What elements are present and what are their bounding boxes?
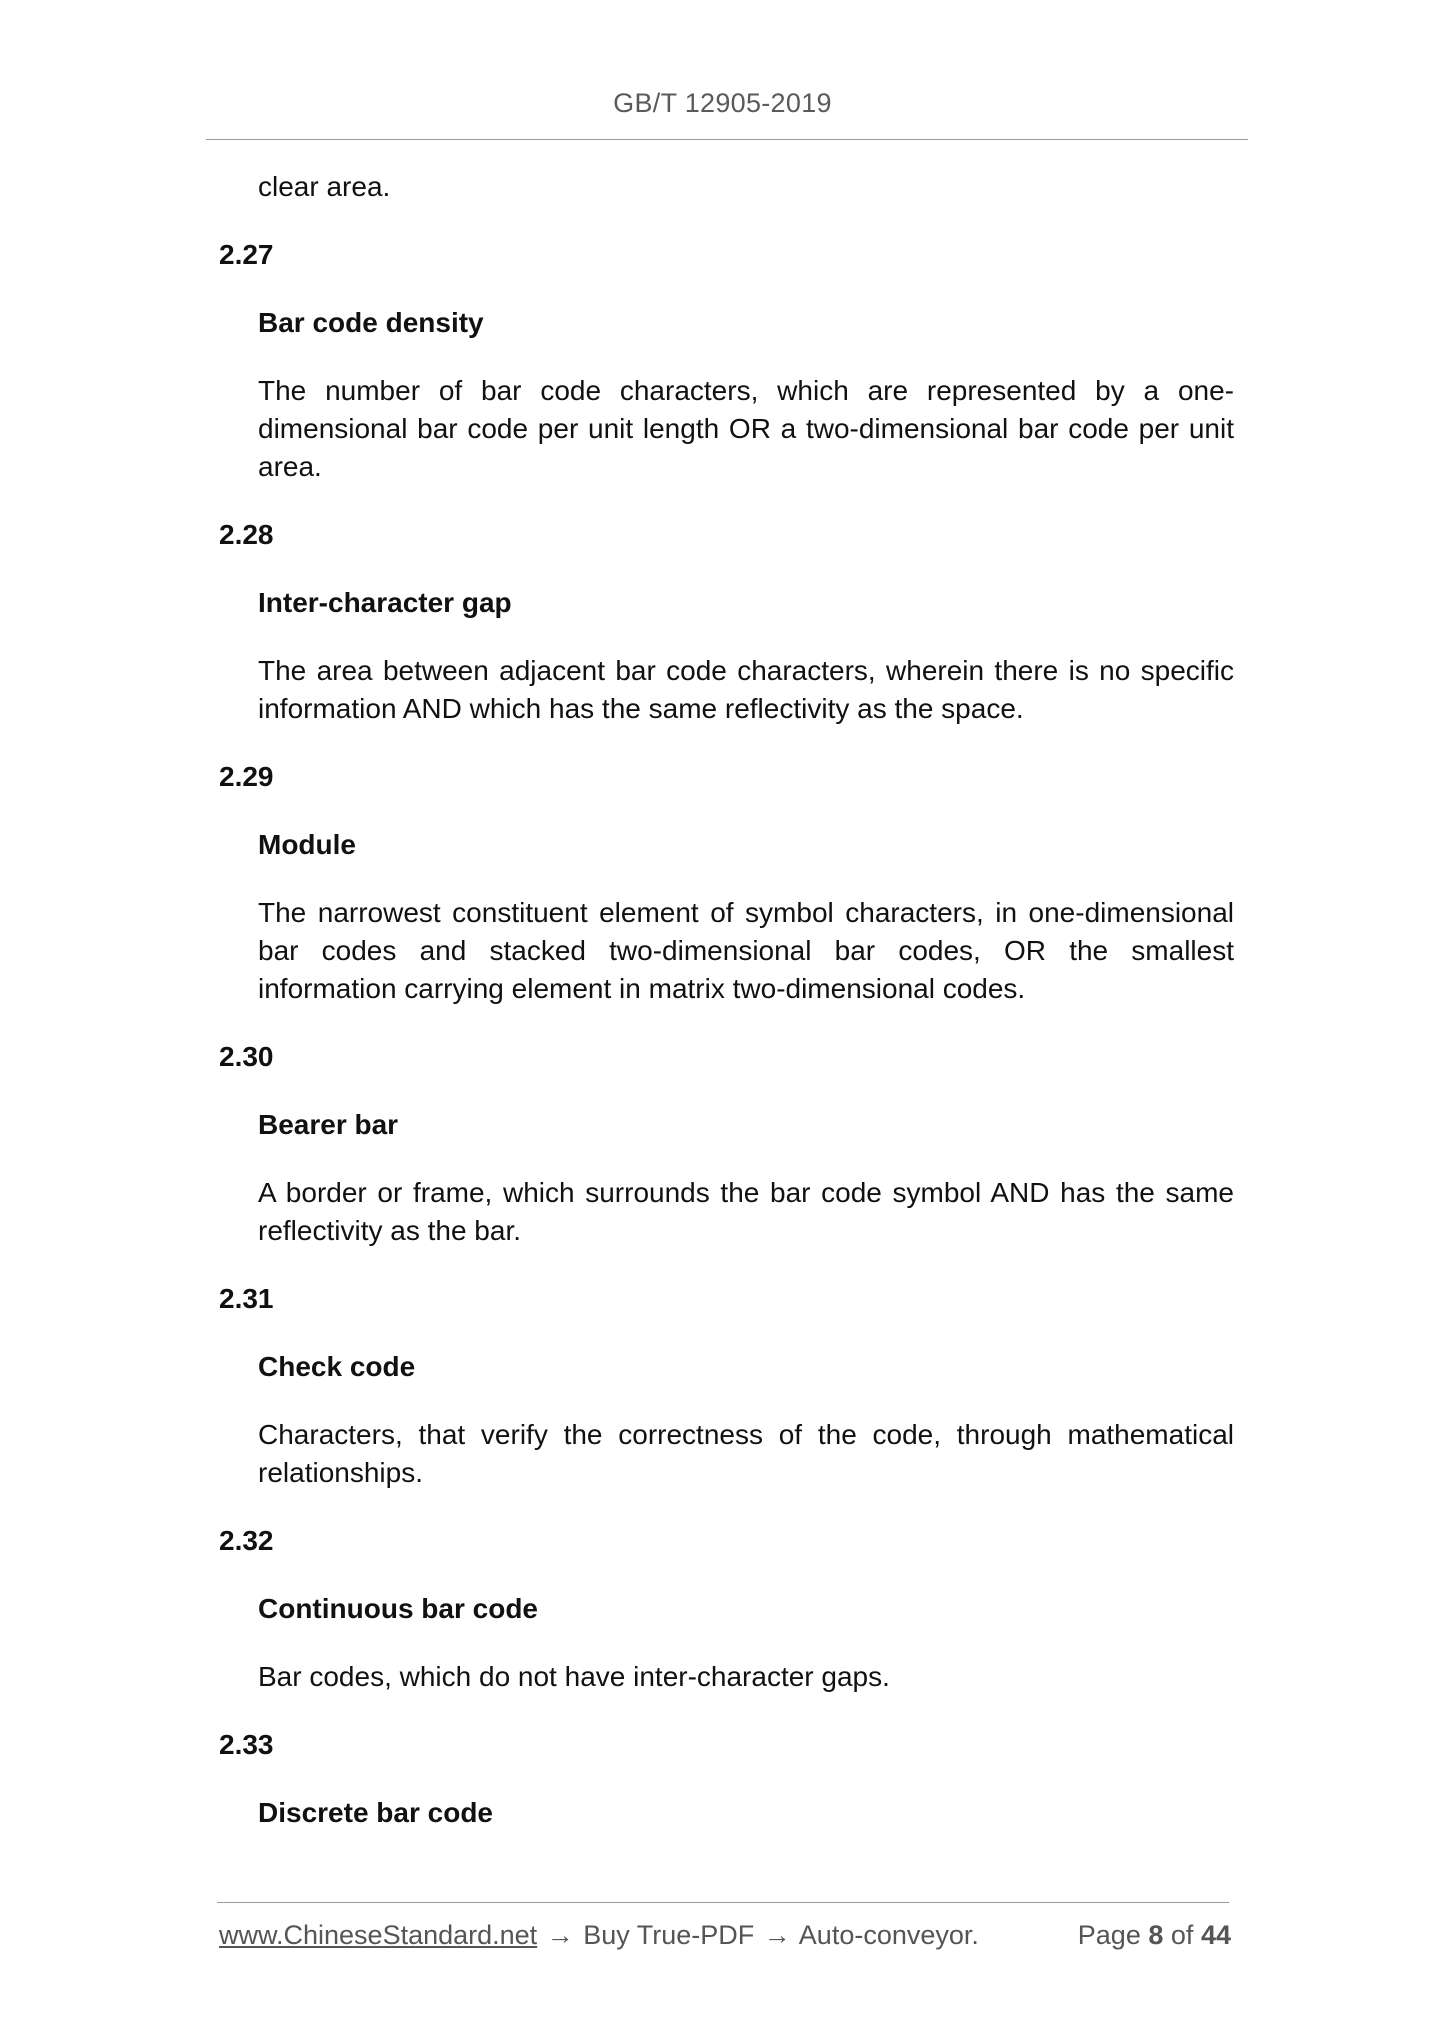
entry-number: 2.30 <box>219 1041 274 1072</box>
entry-number: 2.33 <box>219 1729 274 1760</box>
footer-navigation <box>219 1920 979 1951</box>
entry-term: Inter-character gap <box>258 587 512 618</box>
entry-number: 2.29 <box>219 761 274 792</box>
page-label: Page <box>1077 1920 1141 1950</box>
footer-divider <box>217 1902 1229 1903</box>
arrow-right-icon: → <box>546 1920 574 1950</box>
entry-definition: The narrowest constituent element of symbol characters, in one-dimensional bar codes and stacked two-dimensional bar codes, OR the smallest information carrying element in matrix two-dimensional codes. <box>258 897 1234 1004</box>
page-current: 8 <box>1148 1920 1164 1950</box>
entry-term: Bearer bar <box>258 1109 399 1140</box>
auto-conveyor-text: Auto-conveyor. <box>798 1920 979 1950</box>
entry-number: 2.28 <box>219 519 274 550</box>
entry-number: 2.32 <box>219 1525 274 1556</box>
site-link[interactable]: www.ChineseStandard.net <box>219 1920 538 1950</box>
entry-number: 2.31 <box>219 1283 274 1314</box>
entry-definition: The number of bar code characters, which are represented by a one-dimensional bar code per unit length OR a two-dimensional bar code per unit area. <box>258 375 1234 482</box>
arrow-right-icon: → <box>763 1920 791 1950</box>
page-of-label: of <box>1170 1920 1194 1950</box>
entry-definition: Characters, that verify the correctness of the code, through mathematical relationships. <box>258 1419 1234 1488</box>
entry-term: Continuous bar code <box>258 1593 538 1624</box>
entry-term: Module <box>258 829 356 860</box>
document-code: GB/T 12905-2019 <box>613 88 832 118</box>
entry-definition: A border or frame, which surrounds the bar code symbol AND has the same reflectivity as the bar. <box>258 1177 1234 1246</box>
document-body <box>219 168 1234 1832</box>
page-total: 44 <box>1200 1920 1231 1950</box>
entry-definition: The area between adjacent bar code characters, wherein there is no specific information AND which has the same reflectivity as the space. <box>258 655 1234 724</box>
entry-term: Check code <box>258 1351 416 1382</box>
entry-number: 2.27 <box>219 239 274 270</box>
header-divider <box>206 139 1248 140</box>
entry-term: Discrete bar code <box>258 1797 493 1828</box>
page-indicator <box>1078 1920 1231 1951</box>
entry-term: Bar code density <box>258 307 484 338</box>
continuation-text: clear area. <box>258 171 391 202</box>
buy-pdf-text: Buy True-PDF <box>583 1920 755 1950</box>
entry-definition: Bar codes, which do not have inter-character gaps. <box>258 1661 890 1692</box>
